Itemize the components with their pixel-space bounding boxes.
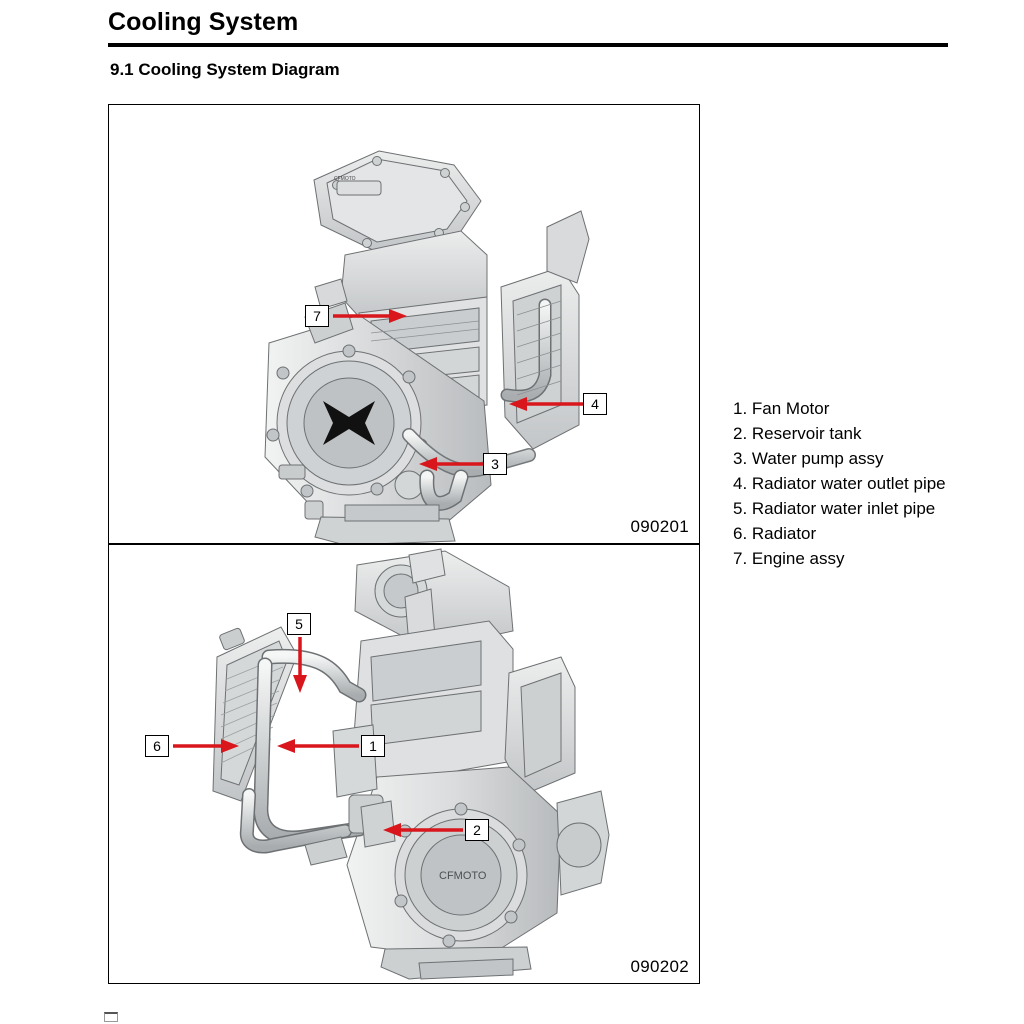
callout-arrow-7 bbox=[329, 303, 411, 329]
legend-item-3: 3. Water pump assy bbox=[733, 449, 884, 468]
callout-4: 4 bbox=[583, 393, 607, 415]
callout-6: 6 bbox=[145, 735, 169, 757]
callout-arrow-4 bbox=[507, 391, 587, 417]
figure-code-090201: 090201 bbox=[630, 517, 689, 536]
legend-item-4: 4. Radiator water outlet pipe bbox=[733, 474, 946, 493]
callout-7: 7 bbox=[305, 305, 329, 327]
figure-090201 bbox=[108, 104, 700, 544]
callout-arrow-2 bbox=[381, 817, 467, 843]
callout-5: 5 bbox=[287, 613, 311, 635]
callout-arrow-3 bbox=[417, 451, 487, 477]
svg-text:CFMOTO: CFMOTO bbox=[334, 176, 356, 182]
callout-1: 1 bbox=[361, 735, 385, 757]
footer-mark bbox=[104, 1012, 118, 1022]
callout-arrow-6 bbox=[169, 733, 243, 759]
title-divider bbox=[108, 43, 948, 47]
legend-item-6: 6. Radiator bbox=[733, 524, 817, 543]
page-title: Cooling System bbox=[108, 8, 299, 36]
legend-item-5: 5. Radiator water inlet pipe bbox=[733, 499, 936, 518]
callout-2: 2 bbox=[465, 819, 489, 841]
parts-legend bbox=[733, 396, 961, 571]
figure-code-090202: 090202 bbox=[630, 957, 689, 976]
callout-arrow-1 bbox=[275, 733, 363, 759]
legend-item-1: 1. Fan Motor bbox=[733, 399, 830, 418]
callout-3: 3 bbox=[483, 453, 507, 475]
callout-arrow-5 bbox=[287, 635, 313, 697]
engine-drawing-rear bbox=[109, 545, 700, 984]
svg-text:CFMOTO: CFMOTO bbox=[439, 870, 487, 882]
legend-item-2: 2. Reservoir tank bbox=[733, 424, 862, 443]
section-title: 9.1 Cooling System Diagram bbox=[110, 60, 340, 79]
legend-item-7: 7. Engine assy bbox=[733, 549, 845, 568]
figure-090202 bbox=[108, 544, 700, 984]
